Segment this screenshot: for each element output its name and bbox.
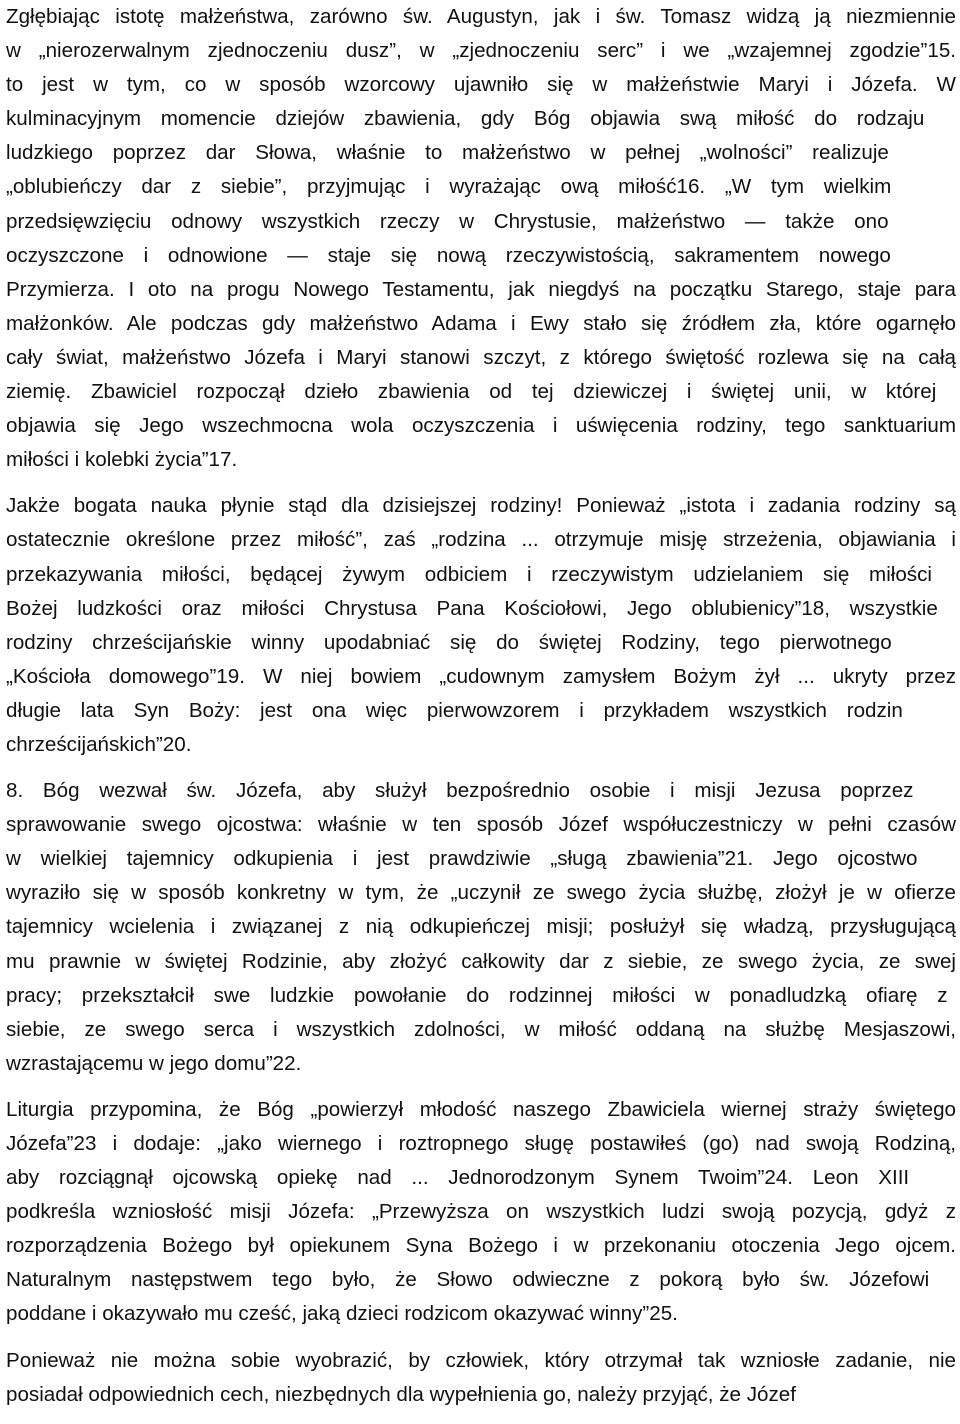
text-line: kulminacyjnym momencie dziejów zbawienia, gdy Bóg objawia swą miłość do rodzaju [6,107,925,131]
document-page [6,0,956,1424]
text-line: Bożej ludzkości oraz miłości Chrystusa Pana Kościołowi, Jego oblubienicy”18, wszystkie [6,596,938,620]
text-line: w wielkiej tajemnicy odkupienia i jest prawdziwie „sługą zbawienia”21. Jego ojcostwo [6,847,918,871]
text-line: aby rozciągnął ojcowską opiekę nad ... Jednorodzonym Synem Twoim”24. Leon XIII [6,1166,910,1190]
text-line: rozporządzenia Bożego był opiekunem Syna Bożego i w przekonaniu otoczenia Jego ojcem. [6,1234,956,1258]
text-line: mu prawnie w świętej Rodzinie, aby złożyć całkowity dar z siebie, ze swego życia, ze swej [6,949,956,973]
text-line: małżonków. Ale podczas gdy małżeństwo Adama i Ewy stało się źródłem zła, które ogarnęło [6,311,956,335]
text-line: wzrastającemu w jego domu”22. [6,1051,302,1075]
text-line: „Kościoła domowego”19. W niej bowiem „cudownym zamysłem Bożym żył ... ukryty przez [6,664,956,688]
text-line: siebie, ze swego serca i wszystkich zdolności, w miłość oddaną na służbę Mesjaszowi, [6,1017,956,1041]
text-line: Józefa”23 i dodaje: „jako wiernego i roztropnego sługę postawiłeś (go) nad swoją Rodziną, [6,1132,956,1155]
text-line: przedsięwzięciu odnowy wszystkich rzeczy w Chrystusie, małżeństwo — także ono [6,209,889,233]
text-line: przekazywania miłości, będącej żywym odbiciem i rzeczywistym udzielaniem się miłości [6,562,932,586]
text-line: chrześcijańskich”20. [6,732,192,756]
text-line: tajemnicy wcielenia i związanej z nią odkupieńczej misji; posłużył się władzą, przysługującą [6,915,956,939]
text-line: to jest w tym, co w sposób wzorcowy ujawniło się w małżeństwie Maryi i Józefa. W [6,73,956,97]
text-line: Jakże bogata nauka płynie stąd dla dzisiejszej rodziny! Ponieważ „istota i zadania rodziny są [6,494,956,518]
text-line: ludzkiego poprzez dar Słowa, właśnie to małżeństwo w pełnej „wolności” realizuje [6,141,889,165]
text-line: posiadał odpowiednich cech, niezbędnych dla wypełnienia go, należy przyjąć, że Józef [6,1382,796,1406]
text-line: Zgłębiając istotę małżeństwa, zarówno św. Augustyn, jak i św. Tomasz widzą ją niezmiennie [6,5,956,28]
text-line: oczyszczone i odnowione — staje się nową rzeczywistością, sakramentem nowego [6,243,891,267]
text-line: w „nierozerwalnym zjednoczeniu dusz”, w „zjednoczeniu serc” i we „wzajemnej zgodzie”15. [6,39,956,63]
paragraph [6,774,956,1081]
text-line: rodziny chrześcijańskie winny upodabniać się do świętej Rodziny, tego pierwotnego [6,630,892,654]
text-line: objawia się Jego wszechmocna wola oczyszczenia i uświęcenia rodziny, tego sanktuarium [6,414,956,438]
text-line: ostatecznie określone przez miłość”, zaś „rodzina ... otrzymuje misję strzeżenia, objawiania i [6,528,956,552]
text-line: „oblubieńczy dar z siebie”, przyjmując i wyrażając ową miłość16. „W tym wielkim [6,175,892,199]
paragraph [6,1344,956,1412]
text-line: cały świat, małżeństwo Józefa i Maryi stanowi szczyt, z którego świętość rozlewa się na całą [6,345,956,369]
text-line: długie lata Syn Boży: jest ona więc pierwowzorem i przykładem wszystkich rodzin [6,698,903,722]
text-line: sprawowanie swego ojcostwa: właśnie w ten sposób Józef współuczestniczy w pełni czasów [6,813,956,837]
paragraph [6,1093,956,1332]
text-line: miłości i kolebki życia”17. [6,448,238,472]
text-line: Ponieważ nie można sobie wyobrazić, by człowiek, który otrzymał tak wzniosłe zadanie, nie [6,1348,956,1372]
text-line: Naturalnym następstwem tego było, że Słowo odwieczne z pokorą było św. Józefowi [6,1268,930,1292]
text-line: poddane i okazywało mu cześć, jaką dzieci rodzicom okazywać winny”25. [6,1302,678,1326]
text-line: ziemię. Zbawiciel rozpoczął dzieło zbawienia od tej dziewiczej i świętej unii, w której [6,380,937,404]
text-line: Przymierza. I oto na progu Nowego Testamentu, jak niegdyś na początku Starego, staje para [6,277,956,301]
text-line: pracy; przekształcił swe ludzkie powołanie do rodzinnej miłości w ponadludzką ofiarę z [6,983,948,1007]
text-line: wyraziło się w sposób konkretny w tym, że „uczynił ze swego życia służbę, złożył je w ofierze [6,881,956,905]
paragraph [6,489,956,762]
text-line: 8. Bóg wezwał św. Józefa, aby służył bezpośrednio osobie i misji Jezusa poprzez [6,779,914,803]
paragraph [6,0,956,477]
text-line: podkreśla wzniosłość misji Józefa: „Przewyższa on wszystkich ludzi swoją pozycją, gdyż z [6,1200,956,1224]
text-line: Liturgia przypomina, że Bóg „powierzył młodość naszego Zbawiciela wiernej straży świętego [6,1097,956,1121]
